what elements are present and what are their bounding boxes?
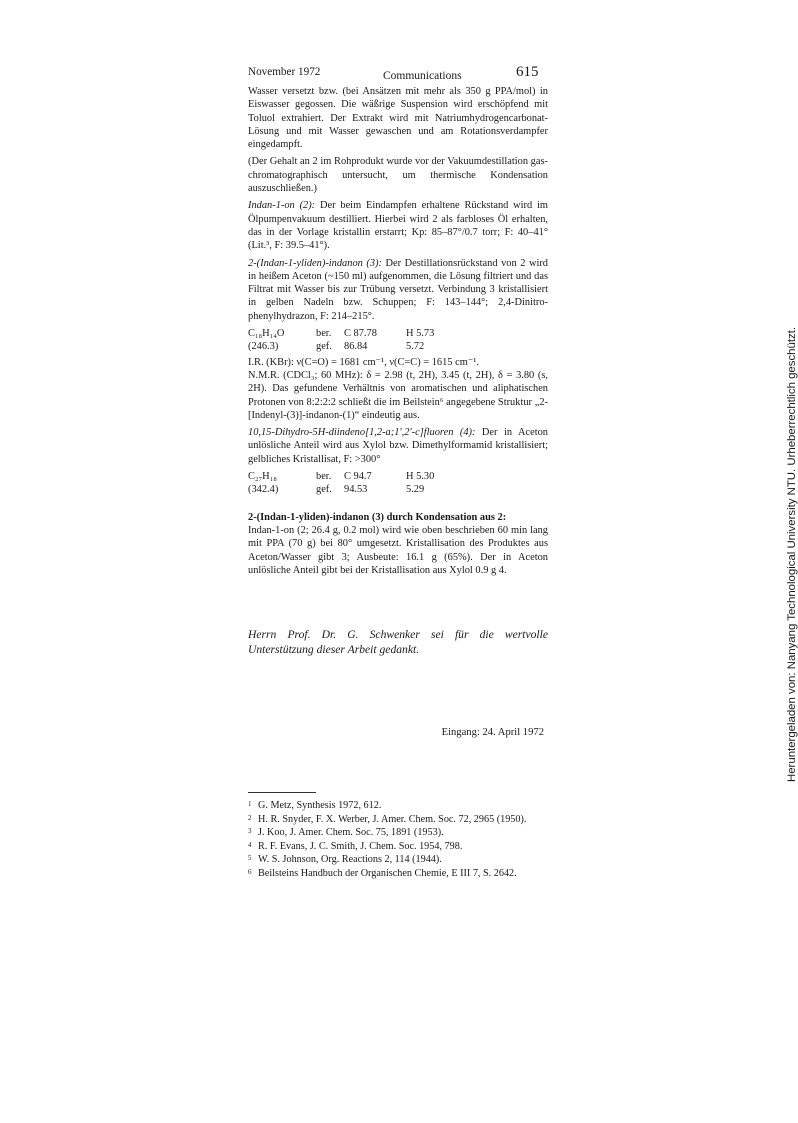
- received-date: Eingang: 24. April 1972: [441, 727, 544, 738]
- paragraph-workup: Wasser versetzt bzw. (bei Ansätzen mit mehr als 350 g PPA/mol) in Eiswasser gegossen. Die wäßrige Suspension wird erschöpfend mit Toluol extrahiert. Der Extrakt wird mit Natriumhydrogencarbonat-Lösung und mit Wasser gewaschen und am Rotationsverdampfer eingedampft.: [248, 86, 548, 151]
- elemental-analysis-3: C₁₈H₁₄O ber. C 87.78 H 5.73 (246.3) gef. 86.84 5.72: [248, 328, 435, 353]
- paragraph-gc-note: (Der Gehalt an 2 im Rohprodukt wurde vor der Vakuumdestillation gas-chromatographisch untersucht, um thermische Kondensation auszuschließen.): [248, 156, 548, 195]
- page-number: 615: [516, 64, 539, 80]
- paragraph-indanone: Indan-1-on (2): Der beim Eindampfen erhaltene Rückstand wird im Ölpumpenvakuum destilliert. Hierbei wird 2 als farbloses Öl erhalten, das in der Vorlage kristallin erstarrt; Kp: 85–87°/0.7 torr; F: 40–41° (Lit.³, F: 39.5–41°).: [248, 200, 548, 252]
- footnote-item: 6 Beilsteins Handbuch der Organischen Chemie, E III 7, S. 2642.: [248, 867, 517, 879]
- footnote-item: 1 G. Metz, Synthesis 1972, 612.: [248, 800, 382, 811]
- paragraph-condensation: Indan-1-on (2; 26.4 g, 0.2 mol) wird wie oben beschrieben 60 min lang mit PPA (70 g) bei 80° umgesetzt. Kristallisation des Produktes aus Aceton/Wasser gibt 3; Ausbeute: 16.1 g (65%). Der in Aceton unlösliche Anteil gibt bei der Kristallisation aus Xylol 0.9 g 4.: [248, 524, 548, 576]
- running-header-date: November 1972: [248, 66, 321, 78]
- footnote-item: 3 J. Koo, J. Amer. Chem. Soc. 75, 1891 (1953).: [248, 827, 444, 838]
- ir-data: I.R. (KBr): ν(C=O) = 1681 cm⁻¹, ν(C=C) = 1615 cm⁻¹.: [248, 356, 479, 368]
- footnote-divider: [248, 792, 316, 793]
- footnote-item: 4 R. F. Evans, J. C. Smith, J. Chem. Soc. 1954, 798.: [248, 840, 463, 852]
- footnotes: [248, 799, 548, 880]
- compound-heading: 10,15-Dihydro-5H-diindeno[1,2-a;1',2'-c]fluoren (4):: [248, 427, 476, 439]
- section-heading: 2-(Indan-1-yliden)-indanon (3) durch Kondensation aus 2:: [248, 511, 507, 523]
- acknowledgement: Herrn Prof. Dr. G. Schwenker sei für die wertvolle Unterstützung dieser Arbeit gedankt.: [248, 628, 548, 656]
- running-header-journal: Communications: [383, 70, 462, 82]
- download-watermark: Heruntergeladen von: Nanyang Technological University NTU. Urheberrechtlich geschützt.: [786, 326, 798, 782]
- paragraph-indanylidene: 2-(Indan-1-yliden)-indanon (3): Der Destillationsrückstand von 2 wird in heißem Aceton (~150 ml) aufgenommen, die Lösung filtriert und das Filtrat mit Wasser bis zur Trübung versetzt. Verbindung 3 kristallisiert in gelben Nadeln bzw. Schuppen; F: 143–144°; 2,4-Dinitro-phenylhydrazon, F: 214–215°.: [248, 257, 548, 322]
- compound-heading: 2-(Indan-1-yliden)-indanon (3):: [248, 257, 382, 269]
- elemental-analysis-4: C₂₇H₁₈ ber. C 94.7 H 5.30 (342.4) gef. 94.53 5.29: [248, 471, 435, 496]
- footnote-item: 2 H. R. Snyder, F. X. Werber, J. Amer. Chem. Soc. 72, 2965 (1950).: [248, 813, 527, 825]
- nmr-data: N.M.R. (CDCl₃; 60 MHz): δ = 2.98 (t, 2H), 3.45 (t, 2H), δ = 3.80 (s, 2H). Das gefundene Verhältnis von aromatischen und aliphatischen Protonen von 8:2:2:2 schließt die im Beilstein⁶ angegebene Struktur „2-[Indenyl-(3)]-indanon-(1)“ eindeutig aus.: [248, 369, 548, 421]
- footnote-item: 5 W. S. Johnson, Org. Reactions 2, 114 (1944).: [248, 854, 442, 865]
- compound-heading: Indan-1-on (2):: [248, 200, 316, 212]
- main-text: [248, 85, 548, 577]
- paragraph-diindenofluorene: 10,15-Dihydro-5H-diindeno[1,2-a;1',2'-c]fluoren (4): Der in Aceton unlösliche Anteil wird aus Xylol bzw. Dimethylformamid kristallisiert; gelbliches Kristallisat, F: >300°: [248, 427, 548, 465]
